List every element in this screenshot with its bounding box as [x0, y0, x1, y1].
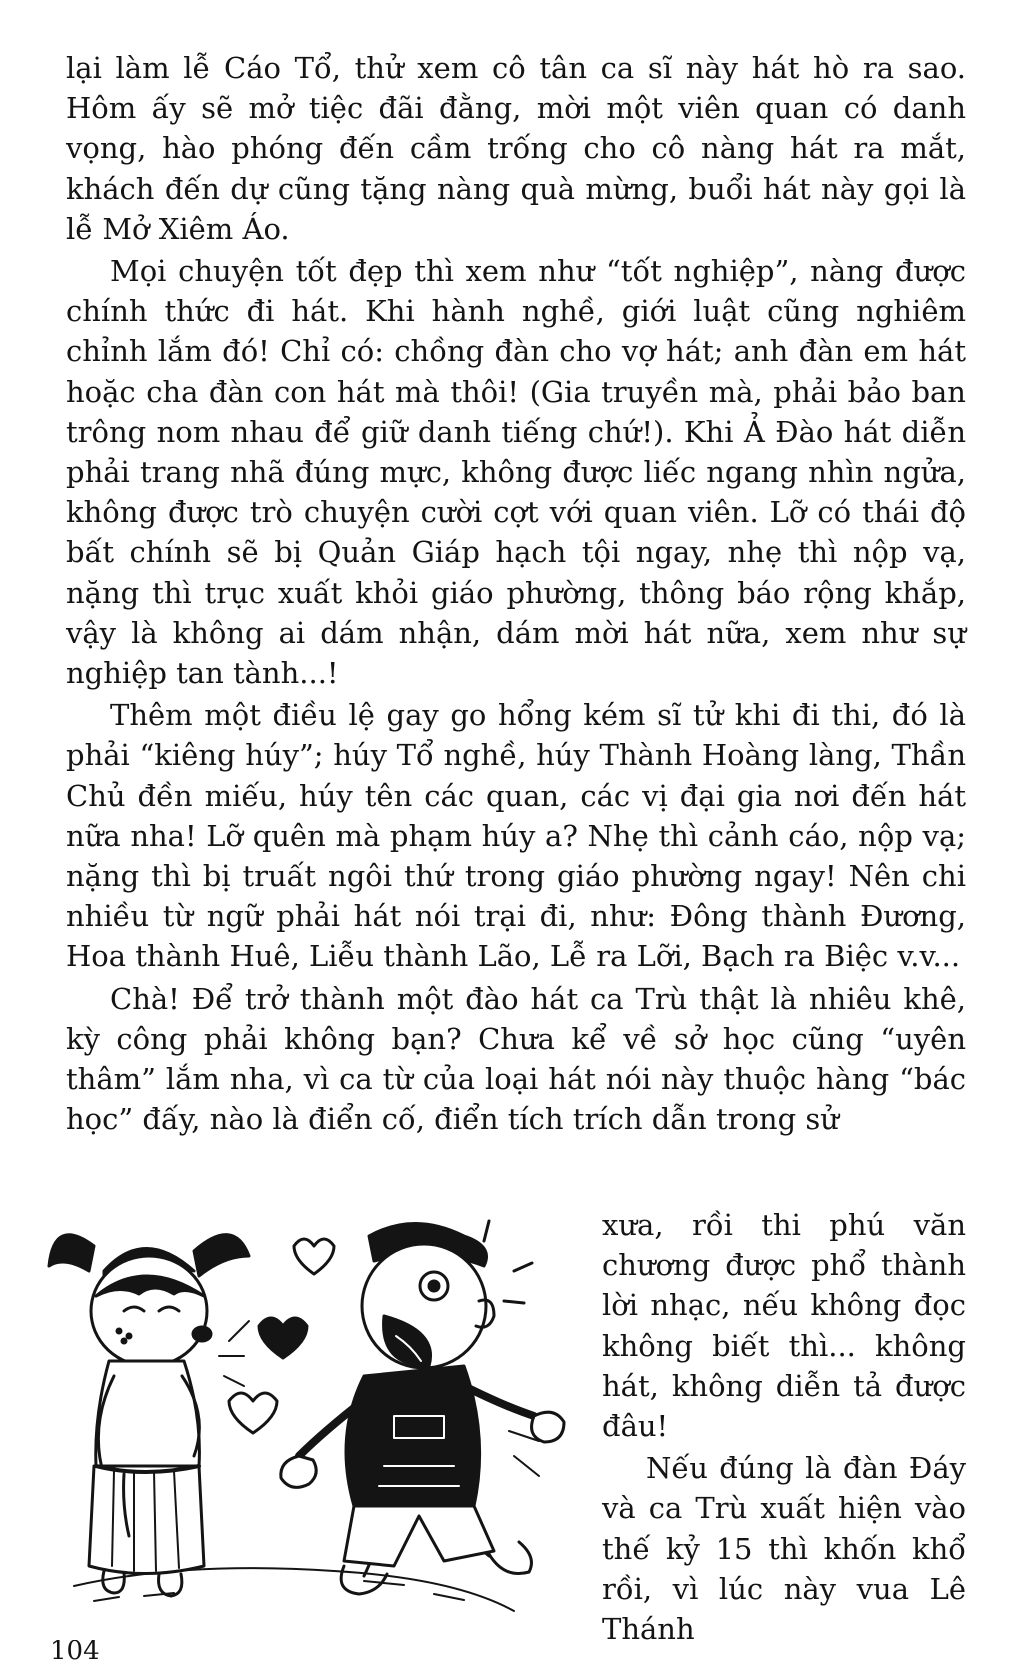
paragraph-3: Thêm một điều lệ gay go hổng kém sĩ tử khi đi thi, đó là phải “kiêng húy”; húy Tổ nghề, húy Thành Hoàng làng, Thần Chủ đền miếu, húy tên các quan, các vị đại gia nơi đến hát nữa nha! Lỡ quên mà phạm húy a? Nhẹ thì cảnh cáo, nộp vạ; nặng thì bị truất ngôi thứ trong giáo phường ngay! Nên chi nhiều từ ngữ phải hát nói trại đi, như: Đông thành Đương, Hoa thành Huê, Liễu thành Lão, Lễ ra Lỡi, Bạch ra Biệc v.v...	[66, 698, 966, 974]
side-paragraph: Nếu đúng là đàn Đáy và ca Trù xuất hiện vào thế kỷ 15 thì khốn khổ rồi, vì lúc này vua Lê Thánh	[602, 1451, 966, 1647]
girl-figure	[49, 1235, 249, 1596]
paragraph-1: lại làm lễ Cáo Tổ, thử xem cô tân ca sĩ này hát hò ra sao. Hôm ấy sẽ mở tiệc đãi đằng, mời một viên quan có danh vọng, hào phóng đến cầm trống cho cô nàng hát ra mắt, khách đến dự cũng tặng nàng quà mừng, buổi hát này gọi là lễ Mở Xiêm Áo.	[66, 51, 966, 246]
main-text-block	[66, 48, 966, 1139]
boy-figure	[281, 1221, 564, 1594]
paragraph-2: Mọi chuyện tốt đẹp thì xem như “tốt nghiệp”, nàng được chính thức đi hát. Khi hành nghề, giới luật cũng nghiêm chỉnh lắm đó! Chỉ có: chồng đàn cho vợ hát; anh đàn em hát hoặc cha đàn con hát mà thôi! (Gia truyền mà, phải bảo ban trông nom nhau để giữ danh tiếng chứ!). Khi Ả Đào hát diễn phải trang nhã đúng mực, không được liếc ngang nhìn ngửa, không được trò chuyện cười cợt với quan viên. Lỡ có thái độ bất chính sẽ bị Quản Giáp hạch tội ngay, nhẹ thì nộp vạ, nặng thì trục xuất khỏi giáo phường, thông báo rộng khắp, vậy là không ai dám nhận, dám mời hát nữa, xem như sự nghiệp tan tành...!	[66, 254, 966, 691]
page-number: 104	[50, 1640, 100, 1662]
cartoon-illustration-icon	[34, 1216, 594, 1626]
side-text-block	[602, 1205, 966, 1649]
paragraph-4: Chà! Để trở thành một đào hát ca Trù thật là nhiêu khê, kỳ công phải không bạn? Chưa kể về sở học cũng “uyên thâm” lắm nha, vì ca từ của loại hát nói này thuộc hàng “bác học” đấy, nào là điển cố, điển tích trích dẫn trong sử	[66, 981, 966, 1137]
side-continuation: xưa, rồi thi phú văn chương được phổ thành lời nhạc, nếu không đọc không biết thì... không hát, không diễn tả được đâu!	[602, 1208, 966, 1444]
hearts-icon	[219, 1239, 334, 1433]
